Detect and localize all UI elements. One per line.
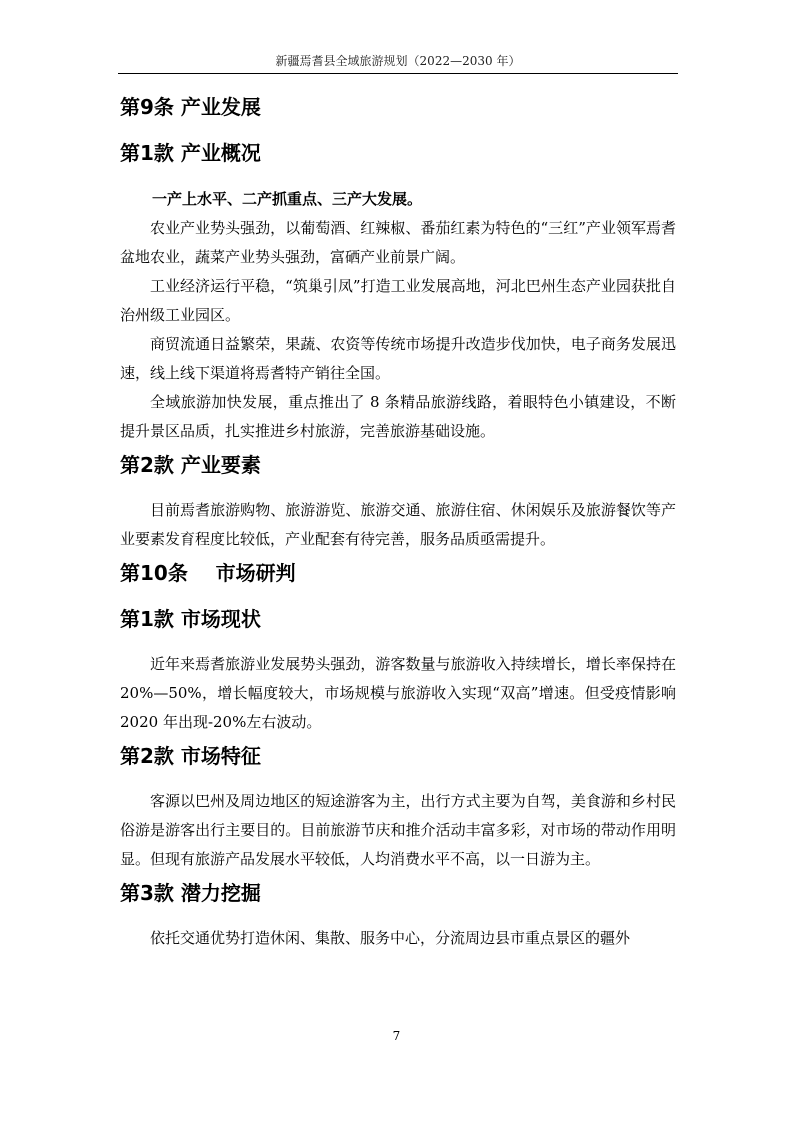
- clause-heading-market-features: 第2款 市场特征: [120, 744, 261, 768]
- paragraph-tourism: 全域旅游加快发展，重点推出了 8 条精品旅游线路，着眼特色小镇建设，不断提升景区品质，扎实推进乡村旅游，完善旅游基础设施。: [120, 393, 676, 440]
- paragraph-market-status: 近年来焉耆旅游业发展势头强劲，游客数量与旅游收入持续增长，增长率保持在 20%—50%，增长幅度较大，市场规模与旅游收入实现“双高”增速。但受疫情影响 2020 年出现-20%左右波动。: [120, 655, 676, 731]
- clause-heading-potential: 第3款 潜力挖掘: [120, 881, 261, 905]
- running-header: 新疆焉耆县全域旅游规划（2022—2030 年）: [275, 54, 521, 68]
- clause-heading-industry-overview: 第1款 产业概况: [120, 141, 261, 165]
- paragraph-industry: 工业经济运行平稳，“筑巢引凤”打造工业发展高地，河北巴州生态产业园获批自治州级工业园区。: [120, 277, 676, 324]
- paragraph-agriculture: 农业产业势头强劲，以葡萄酒、红辣椒、番茄红素为特色的“三红”产业领军焉耆盆地农业，蔬菜产业势头强劲，富硒产业前景广阔。: [120, 219, 676, 266]
- header-rule: [118, 73, 678, 74]
- document-body: [120, 92, 676, 953]
- paragraph-commerce: 商贸流通日益繁荣，果蔬、农资等传统市场提升改造步伐加快，电子商务发展迅速，线上线下渠道将焉耆特产销往全国。: [120, 335, 676, 382]
- paragraph-industry-elements: 目前焉耆旅游购物、旅游游览、旅游交通、旅游住宿、休闲娱乐及旅游餐饮等产业要素发育程度比较低，产业配套有待完善，服务品质亟需提升。: [120, 501, 676, 548]
- paragraph-potential: 依托交通优势打造休闲、集散、服务中心，分流周边县市重点景区的疆外: [150, 929, 631, 947]
- paragraph-market-features: 客源以巴州及周边地区的短途游客为主，出行方式主要为自驾，美食游和乡村民俗游是游客出行主要目的。目前旅游节庆和推介活动丰富多彩，对市场的带动作用明显。但现有旅游产品发展水平较低，人均消费水平不高，以一日游为主。: [120, 792, 676, 868]
- section-heading-article-10: 第10条 市场研判: [120, 561, 296, 585]
- clause-heading-market-status: 第1款 市场现状: [120, 607, 261, 631]
- section-heading-article-9: 第9条 产业发展: [120, 95, 261, 119]
- clause-heading-industry-elements: 第2款 产业要素: [120, 453, 261, 477]
- lead-sentence: 一产上水平、二产抓重点、三产大发展。: [152, 190, 423, 208]
- page-number: 7: [392, 1029, 401, 1043]
